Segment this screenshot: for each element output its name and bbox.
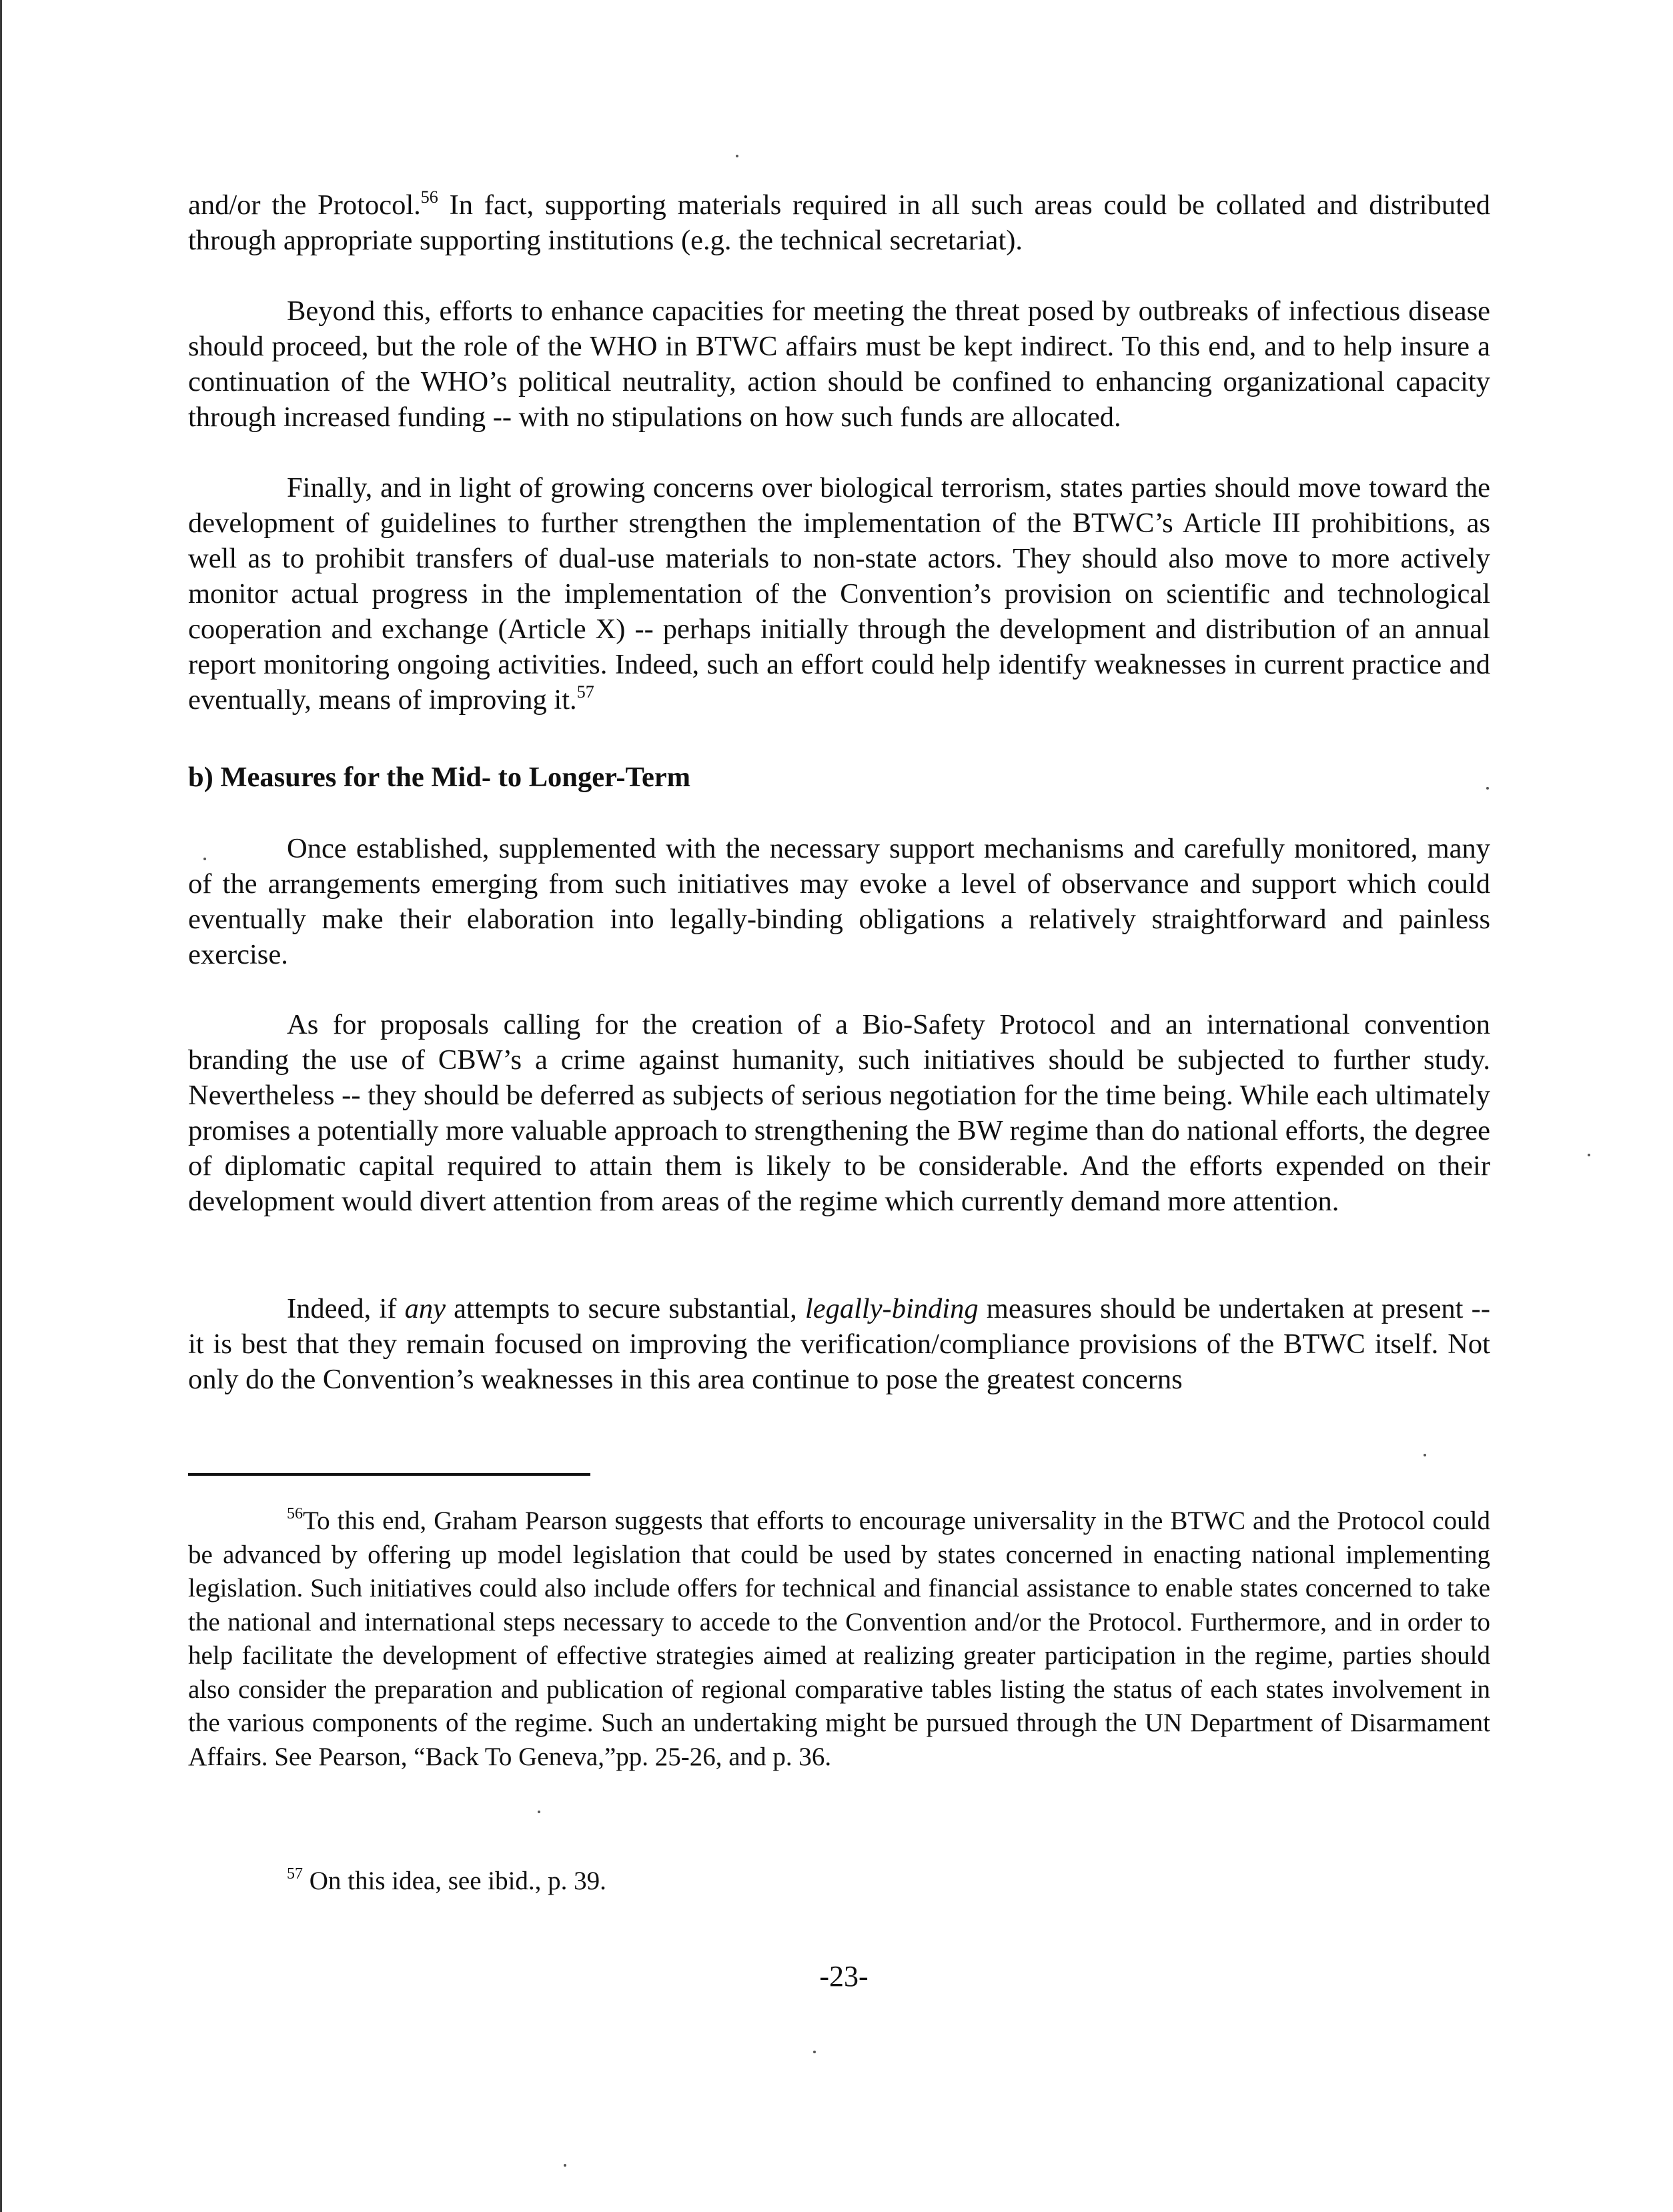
scan-speck — [203, 858, 206, 860]
paragraph-legally-binding: Once established, supplemented with the necessary support mechanisms and carefully monitored, many of the arrangements emerging from such initiatives may evoke a level of observance and support which could eventually make their elaboration into legally-binding obligations a relatively straightforward and painless exercise. — [188, 833, 1490, 970]
page-number: -23- — [819, 1960, 869, 1993]
footnote-number: 57 — [287, 1865, 303, 1883]
scan-speck — [813, 2051, 816, 2053]
paragraph-text: measures should be undertaken at present -- it is best that they remain focused on improving the verification/compliance provisions of the BTWC itself. Not only do the Convention’s weaknesses in this area continue to pose the greatest concerns — [188, 1293, 1490, 1395]
footnote-56 — [188, 1504, 1490, 1774]
paragraph-text: Indeed, if — [287, 1293, 405, 1324]
emphasis-legally-binding: legally-binding — [804, 1293, 979, 1324]
paragraph-text: attempts to secure substantial, — [445, 1293, 805, 1324]
footnote-text: On this idea, see ibid., p. 39. — [303, 1867, 606, 1895]
paragraph-who-role: Beyond this, efforts to enhance capacities for meeting the threat posed by outbreaks of infectious disease should proceed, but the role of the WHO in BTWC affairs must be kept indirect. To this end, and to help insure a continuation of the WHO’s political neutrality, action should be confined to enhancing organizational capacity through increased funding -- with no stipulations on how such funds are allocated. — [188, 295, 1490, 433]
footnote-ref-57[interactable]: 57 — [576, 682, 594, 702]
paragraph-text: In fact, supporting materials required in all such areas could be collated and distributed through appropriate supporting institutions (e.g. the technical secretariat). — [188, 189, 1490, 256]
paragraph-verification-compliance — [188, 1291, 1490, 1397]
footnote-number: 56 — [287, 1505, 303, 1522]
scan-speck — [1588, 1154, 1590, 1156]
paragraph-bio-safety-protocol: As for proposals calling for the creation of a Bio-Safety Protocol and an international convention branding the use of CBW’s a crime against humanity, such initiatives should be subjected to further study. Nevertheless -- they should be deferred as subjects of serious negotiation for the time being. While each ultimately promises a potentially more valuable approach to strengthening the BW regime than do national efforts, the degree of diplomatic capital required to attain them is likely to be considerable. And the efforts expended on their development would divert attention from areas of the regime which currently demand more attention. — [188, 1009, 1490, 1217]
footnote-57 — [188, 1865, 1490, 1899]
footnote-text: To this end, Graham Pearson suggests that efforts to encourage universality in the BTWC and the Protocol could be advanced by offering up model legislation that could be used by states concerned in enacting national implementing legislation. Such initiatives could also include offers for technical and financial assistance to enable states concerned to take the national and international steps necessary to accede to the Convention and/or the Protocol. Furthermore, and in order to help facilitate the development of effective strategies aimed at realizing greater participation in the regime, parties should also consider the preparation and publication of regional comparative tables listing the status of each states involvement in the various components of the regime. Such an undertaking might be pursued through the UN Department of Disarmament Affairs. See Pearson, “Back To Geneva,”pp. 25-26, and p. 36. — [188, 1506, 1490, 1771]
emphasis-any: any — [404, 1293, 446, 1324]
paragraph-text: and/or the Protocol. — [188, 189, 421, 221]
paragraph-text: Finally, and in light of growing concerns over biological terrorism, states parties should move toward the development of guidelines to further strengthen the implementation of the BTWC’s Article III prohibitions, as well as to prohibit transfers of dual-use materials to non-state actors. They should also move to more actively monitor actual progress in the implementation of the Convention’s provision on scientific and technological cooperation and exchange (Article X) -- perhaps initially through the development and distribution of an annual report monitoring ongoing activities. Indeed, such an effort could help identify weaknesses in current practice and eventually, means of improving it. — [188, 472, 1490, 716]
paragraph-continuation — [188, 187, 1490, 258]
section-heading: b) Measures for the Mid- to Longer-Term — [188, 762, 691, 793]
scan-speck — [736, 155, 738, 157]
scan-speck — [564, 2164, 566, 2167]
scan-speck — [1486, 787, 1489, 790]
scan-speck — [1424, 1454, 1426, 1456]
scan-speck — [538, 1811, 540, 1813]
footnote-separator — [188, 1473, 590, 1476]
paragraph-biological-terrorism — [188, 470, 1490, 718]
scan-left-edge — [0, 0, 2, 2212]
footnote-ref-56[interactable]: 56 — [420, 187, 438, 207]
